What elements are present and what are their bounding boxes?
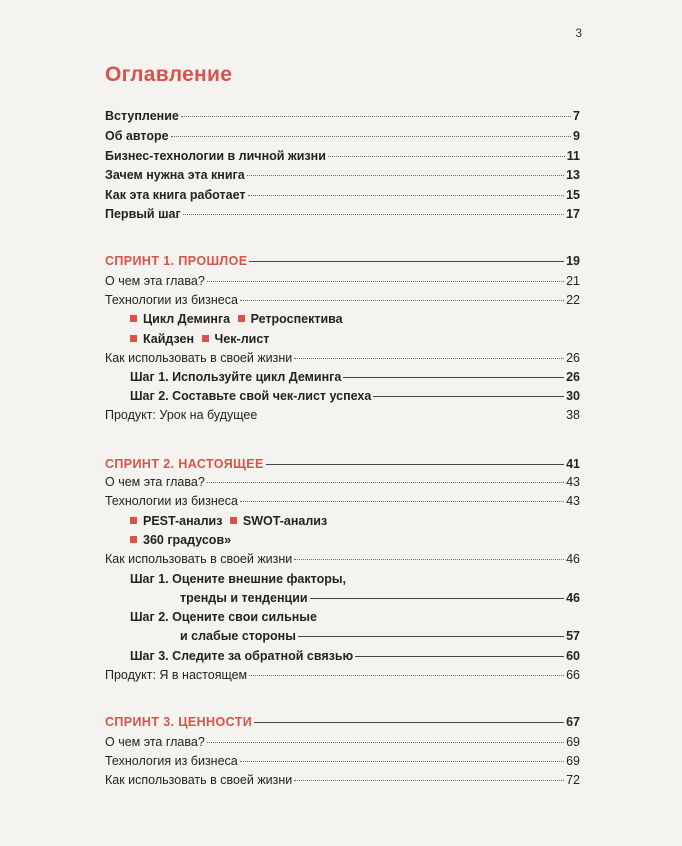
toc-label: Первый шаг (105, 207, 181, 221)
toc-sprint-2[interactable] (105, 456, 580, 472)
toc-entry-about-chapter[interactable] (105, 474, 580, 490)
toc-label: О чем эта глава? (105, 475, 205, 489)
toc-page: 38 (566, 408, 580, 422)
toc-label: Шаг 3. Следите за обратной связью (130, 649, 354, 663)
toc-label: Шаг 2. Составьте свой чек-лист успеха (130, 389, 372, 403)
toc-page: 9 (573, 129, 580, 143)
toc-page: 11 (566, 149, 580, 163)
toc-page: 69 (566, 735, 580, 749)
toc-step-line1[interactable]: Шаг 1. Оцените внешние факторы, (130, 572, 347, 586)
toc-label: О чем эта глава? (105, 735, 205, 749)
toc-label: О чем эта глава? (105, 274, 205, 288)
toc-label: Как эта книга работает (105, 188, 246, 202)
toc-page: 41 (566, 457, 580, 471)
sprint-title: СПРИНТ 1. ПРОШЛОЕ (105, 254, 248, 268)
page-title: Оглавление (105, 63, 233, 86)
dot-leader (207, 742, 564, 743)
toc-step[interactable] (180, 590, 580, 606)
toc-page: 57 (566, 629, 580, 643)
dot-leader (294, 559, 564, 560)
red-bullet-icon (202, 335, 209, 342)
red-bullet-icon (130, 536, 137, 543)
toc-label: Шаг 1. Используйте цикл Деминга (130, 370, 342, 384)
dot-leader (171, 136, 571, 137)
dot-leader (181, 116, 571, 117)
red-bullet-icon (130, 335, 137, 342)
toc-entry-how-to-use[interactable] (105, 350, 580, 366)
solid-leader (249, 261, 564, 262)
toc-entry-why[interactable] (105, 167, 580, 183)
red-bullet-icon (130, 315, 137, 322)
toc-entry-how-to-use[interactable] (105, 551, 580, 567)
tech-item: Ретроспектива (250, 312, 343, 326)
dot-leader (294, 358, 564, 359)
toc-page: 72 (566, 773, 580, 787)
toc-page: 21 (566, 274, 580, 288)
toc-label: и слабые стороны (180, 629, 296, 643)
toc-label: Технологии из бизнеса (105, 494, 238, 508)
toc-entry-business-technologies[interactable] (105, 292, 580, 308)
toc-entry-product[interactable] (105, 667, 580, 683)
toc-label: Продукт: Урок на будущее (105, 408, 258, 422)
toc-page: 15 (566, 188, 580, 202)
solid-leader (343, 377, 564, 378)
tech-item: SWOT-анализ (242, 514, 328, 528)
toc-entry-business-tech[interactable] (105, 148, 580, 164)
sprint-title: СПРИНТ 3. ЦЕННОСТИ (105, 715, 253, 729)
tech-item: 360 градусов» (143, 533, 232, 547)
toc-page: 66 (566, 668, 580, 682)
dot-leader (328, 156, 565, 157)
toc-entry-about-chapter[interactable] (105, 273, 580, 289)
toc-page: 30 (566, 389, 580, 403)
toc-step[interactable] (130, 369, 580, 385)
tech-item: Цикл Деминга (143, 312, 231, 326)
toc-step[interactable] (130, 388, 580, 404)
red-bullet-icon (238, 315, 245, 322)
toc-page: 60 (566, 649, 580, 663)
solid-leader (355, 656, 564, 657)
toc-label: тренды и тенденции (180, 591, 308, 605)
dot-leader (240, 501, 564, 502)
page-number: 3 (575, 26, 582, 40)
solid-leader (298, 636, 564, 637)
toc-page: 46 (566, 591, 580, 605)
solid-leader (266, 464, 564, 465)
tech-items-row (130, 513, 331, 529)
tech-item: PEST-анализ (143, 514, 223, 528)
toc-label: Как использовать в своей жизни (105, 552, 293, 566)
dot-leader (247, 175, 564, 176)
dot-leader (240, 761, 564, 762)
toc-label: Об авторе (105, 129, 169, 143)
toc-label: Бизнес-технологии в личной жизни (105, 149, 326, 163)
toc-page: 19 (566, 254, 580, 268)
toc-label: Как использовать в своей жизни (105, 351, 293, 365)
tech-item: Кайдзен (143, 332, 195, 346)
toc-page: 22 (566, 293, 580, 307)
tech-items-row (130, 532, 235, 548)
dot-leader (248, 195, 565, 196)
solid-leader (373, 396, 564, 397)
dot-leader (207, 281, 564, 282)
toc-page: 43 (566, 494, 580, 508)
toc-entry-business-technology[interactable] (105, 753, 580, 769)
dot-leader (183, 214, 564, 215)
toc-step[interactable] (130, 648, 580, 664)
red-bullet-icon (230, 517, 237, 524)
toc-label: Продукт: Я в настоящем (105, 668, 248, 682)
toc-label: Вступление (105, 109, 179, 123)
tech-items-row (130, 331, 273, 347)
toc-entry-how-to-use[interactable] (105, 772, 580, 788)
toc-page: 67 (566, 715, 580, 729)
toc-page: 17 (566, 207, 580, 221)
toc-entry-business-technologies[interactable] (105, 493, 580, 509)
toc-label: Технология из бизнеса (105, 754, 238, 768)
dot-leader (294, 780, 564, 781)
toc-entry-first-step[interactable] (105, 206, 580, 222)
toc-sprint-3[interactable] (105, 714, 580, 730)
sprint-title: СПРИНТ 2. НАСТОЯЩЕЕ (105, 457, 264, 471)
toc-sprint-1[interactable] (105, 253, 580, 269)
toc-label: Как использовать в своей жизни (105, 773, 293, 787)
tech-items-row (130, 311, 347, 327)
dot-leader (240, 300, 564, 301)
toc-page: 13 (566, 168, 580, 182)
tech-item: Чек-лист (214, 332, 270, 346)
toc-page: 26 (566, 370, 580, 384)
dot-leader (207, 482, 564, 483)
toc-page: 26 (566, 351, 580, 365)
toc-page: 7 (573, 109, 580, 123)
toc-entry-product[interactable] (105, 407, 580, 423)
toc-page: 69 (566, 754, 580, 768)
dot-leader (249, 675, 564, 676)
toc-step-line1[interactable]: Шаг 2. Оцените свои сильные (130, 610, 317, 624)
toc-step[interactable] (180, 628, 580, 644)
solid-leader (310, 598, 564, 599)
red-bullet-icon (130, 517, 137, 524)
toc-label: Технологии из бизнеса (105, 293, 238, 307)
toc-entry-intro[interactable] (105, 108, 580, 124)
solid-leader (254, 722, 564, 723)
toc-entry-about-chapter[interactable] (105, 734, 580, 750)
toc-page: 43 (566, 475, 580, 489)
toc-page: 46 (566, 552, 580, 566)
toc-entry-author[interactable] (105, 128, 580, 144)
toc-entry-how-it-works[interactable] (105, 187, 580, 203)
toc-label: Зачем нужна эта книга (105, 168, 245, 182)
